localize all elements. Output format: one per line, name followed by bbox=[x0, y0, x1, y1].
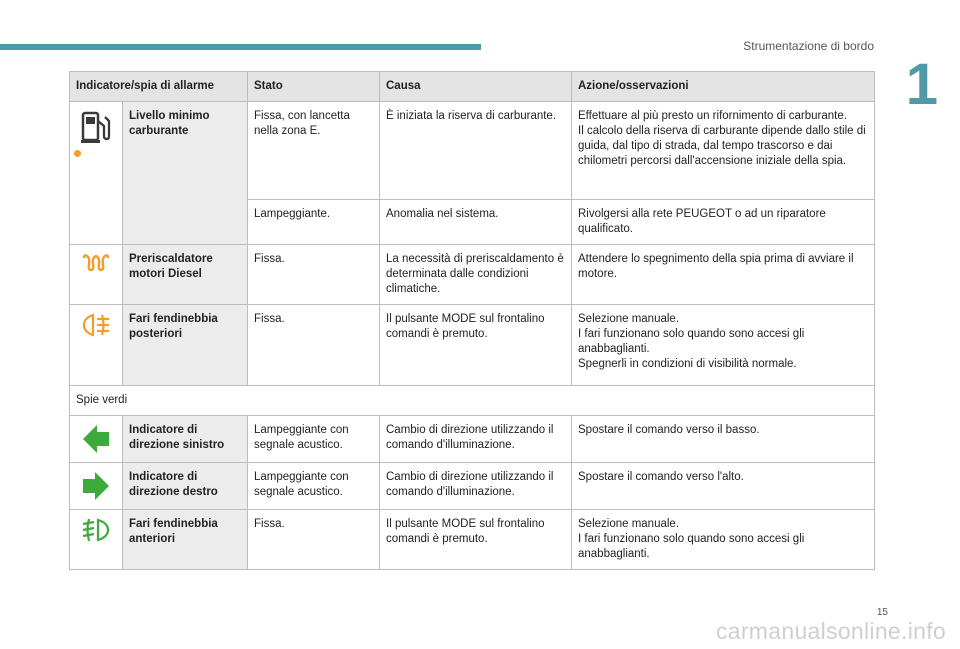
front-fog-light-icon bbox=[80, 517, 112, 543]
indicator-name: Preriscaldatore motori Diesel bbox=[123, 245, 248, 305]
column-header: Causa bbox=[380, 72, 572, 102]
table-row bbox=[70, 463, 875, 510]
table-header-row bbox=[70, 72, 875, 102]
rear-fog-light-icon bbox=[80, 312, 112, 338]
column-header: Stato bbox=[248, 72, 380, 102]
watermark: carmanualsonline.info bbox=[715, 618, 946, 644]
glow-plug-icon bbox=[81, 252, 111, 276]
column-header: Indicatore/spia di allarme bbox=[70, 72, 248, 102]
azione-line: Spegnerli in condizioni di visibilità normale. bbox=[578, 358, 797, 370]
stato-cell: Fissa. bbox=[248, 510, 380, 570]
icon-cell bbox=[70, 416, 123, 463]
azione-line: Selezione manuale. bbox=[578, 518, 680, 530]
table-row bbox=[70, 416, 875, 463]
causa-cell: Anomalia nel sistema. bbox=[380, 200, 572, 245]
indicator-name: Indicatore di direzione destro bbox=[123, 463, 248, 510]
right-arrow-icon bbox=[82, 470, 110, 502]
azione-line: Effettuare al più presto un rifornimento di carburante. bbox=[578, 110, 847, 122]
left-arrow-icon bbox=[82, 423, 110, 455]
azione-cell: Spostare il comando verso il basso. bbox=[572, 416, 875, 463]
page-number: 15 bbox=[876, 607, 888, 618]
table-row bbox=[70, 102, 875, 200]
causa-cell: Il pulsante MODE sul frontalino comandi è premuto. bbox=[380, 510, 572, 570]
column-header: Azione/osservazioni bbox=[572, 72, 875, 102]
azione-cell: Rivolgersi alla rete PEUGEOT o ad un riparatore qualificato. bbox=[572, 200, 875, 245]
azione-cell bbox=[572, 305, 875, 386]
causa-cell: Cambio di direzione utilizzando il comando d'illuminazione. bbox=[380, 416, 572, 463]
icon-cell bbox=[70, 510, 123, 570]
indicator-name: Fari fendinebbia anteriori bbox=[123, 510, 248, 570]
table-row bbox=[70, 245, 875, 305]
azione-cell: Spostare il comando verso l'alto. bbox=[572, 463, 875, 510]
group-row bbox=[70, 386, 875, 416]
stato-cell: Lampeggiante. bbox=[248, 200, 380, 245]
chapter-number: 1 bbox=[905, 52, 938, 117]
table-row bbox=[70, 305, 875, 386]
icon-cell bbox=[70, 102, 123, 245]
indicator-name: Indicatore di direzione sinistro bbox=[123, 416, 248, 463]
stato-cell: Lampeggiante con segnale acustico. bbox=[248, 416, 380, 463]
icon-cell bbox=[70, 305, 123, 386]
warning-lights-table bbox=[69, 71, 875, 570]
azione-line: I fari funzionano solo quando sono accesi gli anabbaglianti. bbox=[578, 533, 805, 560]
causa-cell: Cambio di direzione utilizzando il comando d'illuminazione. bbox=[380, 463, 572, 510]
header-accent-bar bbox=[0, 44, 481, 50]
azione-line: I fari funzionano solo quando sono accesi gli anabbaglianti. bbox=[578, 328, 805, 355]
icon-cell bbox=[70, 245, 123, 305]
azione-line: Il calcolo della riserva di carburante dipende dallo stile di guida, dal tipo di strada, dal tempo trascorso e dai chilometri percorsi dall'accensione iniziale della spia. bbox=[578, 125, 866, 167]
indicator-name: Livello minimo carburante bbox=[123, 102, 248, 245]
section-title: Strumentazione di bordo bbox=[743, 39, 874, 53]
stato-cell: Fissa. bbox=[248, 245, 380, 305]
indicator-name: Fari fendinebbia posteriori bbox=[123, 305, 248, 386]
icon-cell bbox=[70, 463, 123, 510]
causa-cell: Il pulsante MODE sul frontalino comandi è premuto. bbox=[380, 305, 572, 386]
fuel-pump-icon bbox=[79, 109, 113, 145]
table-row bbox=[70, 510, 875, 570]
stato-cell: Fissa, con lancetta nella zona E. bbox=[248, 102, 380, 200]
stato-cell: Lampeggiante con segnale acustico. bbox=[248, 463, 380, 510]
azione-line: Selezione manuale. bbox=[578, 313, 680, 325]
azione-cell: Attendere lo spegnimento della spia prima di avviare il motore. bbox=[572, 245, 875, 305]
group-label: Spie verdi bbox=[70, 386, 875, 416]
causa-cell: La necessità di preriscaldamento è determinata dalle condizioni climatiche. bbox=[380, 245, 572, 305]
stato-cell: Fissa. bbox=[248, 305, 380, 386]
azione-cell bbox=[572, 510, 875, 570]
orange-indicator-dot bbox=[74, 150, 81, 157]
causa-cell: È iniziata la riserva di carburante. bbox=[380, 102, 572, 200]
azione-cell bbox=[572, 102, 875, 200]
